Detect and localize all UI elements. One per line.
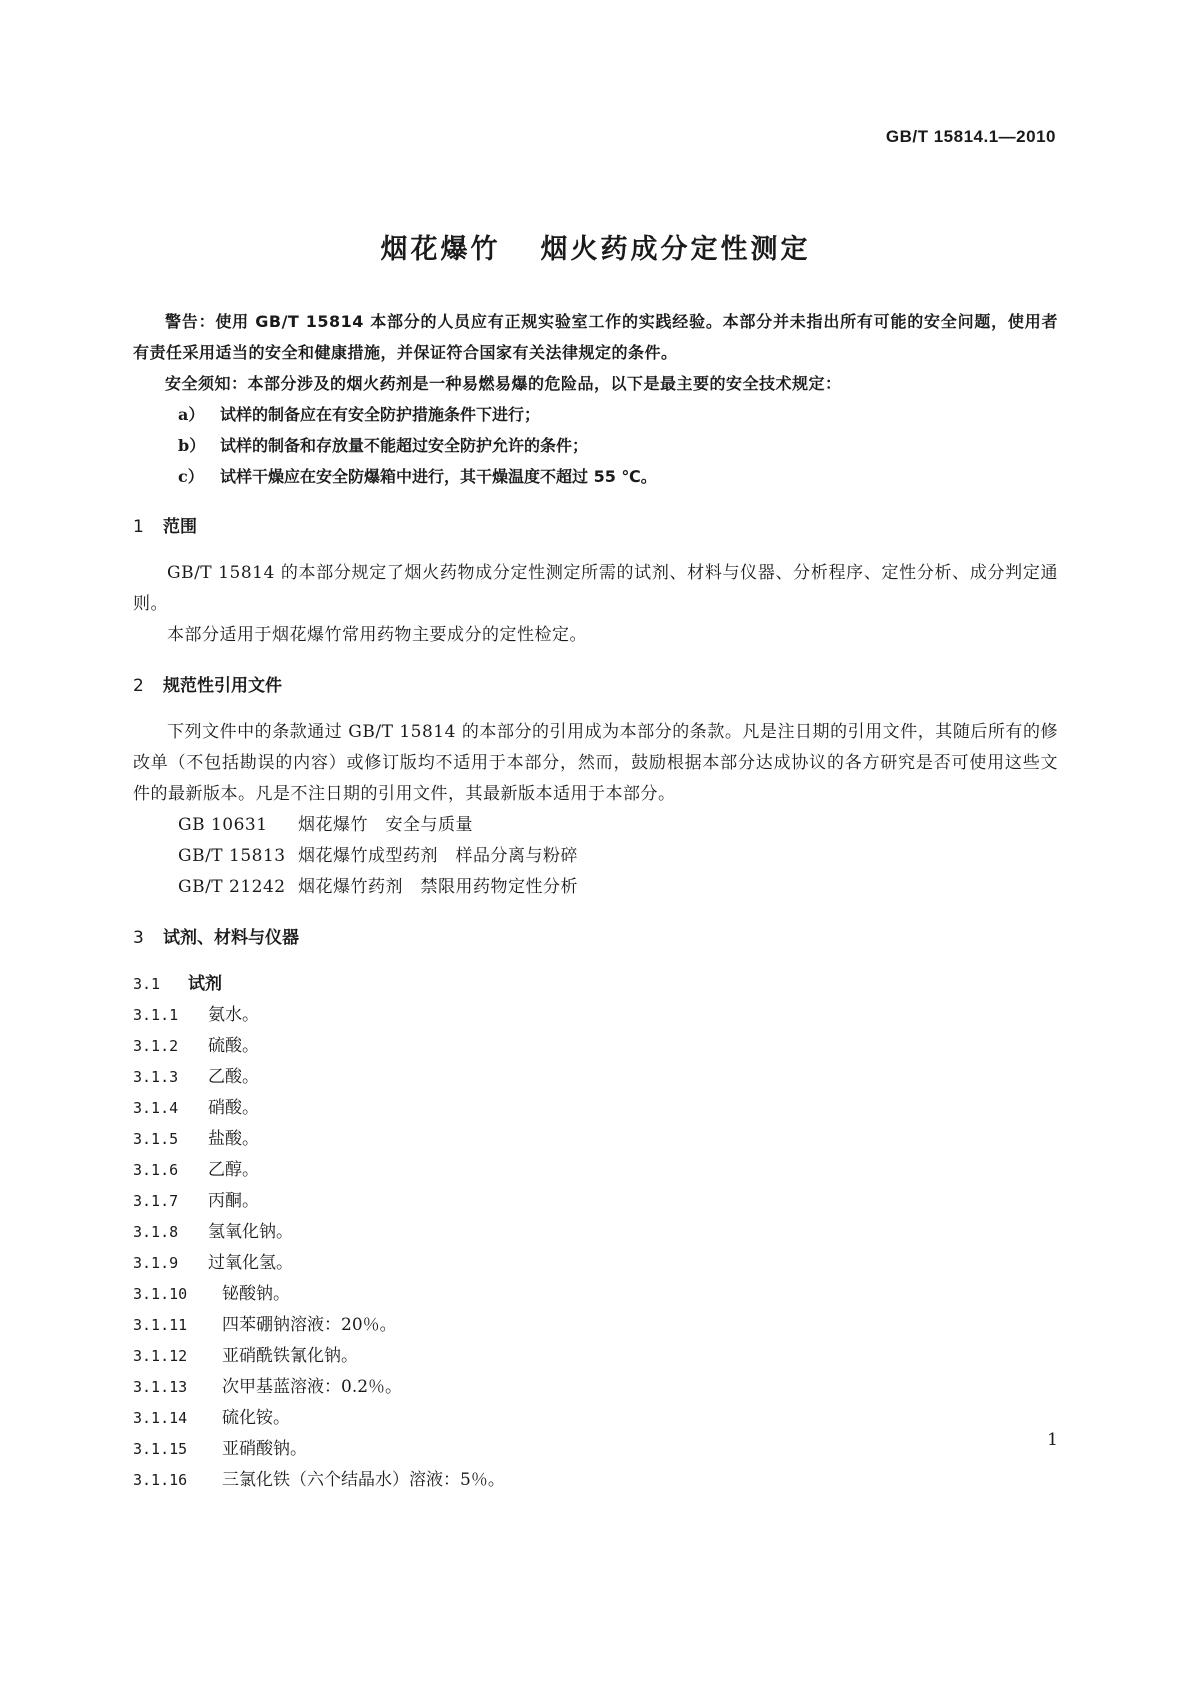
clause-number: 3.1.3 bbox=[133, 1068, 179, 1086]
reference-title: 烟花爆竹药剂 禁限用药物定性分析 bbox=[298, 877, 578, 897]
clause-item bbox=[133, 1403, 1058, 1434]
section-title: 规范性引用文件 bbox=[163, 676, 282, 696]
clause-item bbox=[133, 1000, 1058, 1031]
clause-text: 三氯化铁（六个结晶水）溶液：5％。 bbox=[222, 1470, 505, 1490]
clause-text: 乙酸。 bbox=[208, 1067, 259, 1087]
clause-number: 3.1.12 bbox=[133, 1347, 188, 1365]
clause-number: 3.1.1 bbox=[133, 1006, 179, 1024]
safety-item-mark: b） bbox=[178, 436, 206, 455]
section-number: 1 bbox=[133, 517, 144, 537]
clause-item bbox=[133, 1434, 1058, 1465]
safety-item bbox=[133, 461, 1058, 492]
clause-text: 亚硝酸钠。 bbox=[222, 1439, 307, 1459]
clause-item bbox=[133, 1248, 1058, 1279]
clause-number: 3.1.9 bbox=[133, 1254, 179, 1272]
safety-item bbox=[133, 399, 1058, 430]
document-body bbox=[133, 306, 1058, 1496]
clause-number: 3.1.6 bbox=[133, 1161, 179, 1179]
safety-item-text: 试样的制备和存放量不能超过安全防护允许的条件； bbox=[220, 436, 589, 455]
clause-item bbox=[133, 1341, 1058, 1372]
reference-item bbox=[133, 841, 1058, 872]
safety-item-mark: a） bbox=[178, 405, 205, 424]
clause-text: 硝酸。 bbox=[208, 1098, 259, 1118]
clause-number: 3.1.11 bbox=[133, 1316, 188, 1334]
warning-paragraph: 警告：使用 GB/T 15814 本部分的人员应有正规实验室工作的实践经验。本部分并未指出所有可能的安全问题，使用者有责任采用适当的安全和健康措施，并保证符合国家有关法律规定的条件。 bbox=[133, 312, 1058, 362]
clause-text: 硫酸。 bbox=[208, 1036, 259, 1056]
clause-text: 亚硝酰铁氰化钠。 bbox=[222, 1346, 358, 1366]
clause-number: 3.1.15 bbox=[133, 1440, 188, 1458]
clause-number: 3.1.8 bbox=[133, 1223, 179, 1241]
reference-code: GB/T 21242 bbox=[178, 877, 286, 897]
clause-item bbox=[133, 1062, 1058, 1093]
title-part-2: 烟火药成分定性测定 bbox=[540, 234, 811, 265]
reference-code: GB 10631 bbox=[178, 815, 268, 835]
references-paragraph: 下列文件中的条款通过 GB/T 15814 的本部分的引用成为本部分的条款。凡是注日期的引用文件，其随后所有的修改单（不包括勘误的内容）或修订版均不适用于本部分，然而，鼓励根据本部分达成协议的各方研究是否可使用这些文件的最新版本。凡是不注日期的引用文件，其最新版本适用于本部分。 bbox=[133, 722, 1058, 804]
section-number: 2 bbox=[133, 676, 144, 696]
clause-text: 硫化铵。 bbox=[222, 1408, 290, 1428]
subsection-number: 3.1 bbox=[133, 975, 161, 993]
section-title: 试剂、材料与仪器 bbox=[163, 928, 299, 948]
clause-number: 3.1.7 bbox=[133, 1192, 179, 1210]
reference-title: 烟花爆竹成型药剂 样品分离与粉碎 bbox=[298, 846, 578, 866]
clause-number: 3.1.13 bbox=[133, 1378, 188, 1396]
clause-text: 乙醇。 bbox=[208, 1160, 259, 1180]
safety-item-text: 试样的制备应在有安全防护措施条件下进行； bbox=[220, 405, 541, 424]
reference-title: 烟花爆竹 安全与质量 bbox=[298, 815, 473, 835]
clause-text: 铋酸钠。 bbox=[222, 1284, 290, 1304]
section-title: 范围 bbox=[163, 517, 197, 537]
title-part-1: 烟花爆竹 bbox=[380, 234, 501, 265]
clause-number: 3.1.5 bbox=[133, 1130, 179, 1148]
section-heading-reagents bbox=[133, 923, 1058, 954]
section-heading-normative-references bbox=[133, 671, 1058, 702]
clause-item bbox=[133, 1372, 1058, 1403]
subsection-heading bbox=[133, 969, 1058, 1000]
section-number: 3 bbox=[133, 928, 144, 948]
clause-item bbox=[133, 1093, 1058, 1124]
clause-number: 3.1.14 bbox=[133, 1409, 188, 1427]
clause-text: 四苯硼钠溶液：20％。 bbox=[222, 1315, 397, 1335]
clause-item bbox=[133, 1217, 1058, 1248]
clause-number: 3.1.4 bbox=[133, 1099, 179, 1117]
reference-item bbox=[133, 872, 1058, 903]
safety-intro: 安全须知：本部分涉及的烟火药剂是一种易燃易爆的危险品，以下是最主要的安全技术规定： bbox=[165, 374, 842, 393]
reference-item bbox=[133, 810, 1058, 841]
clause-item bbox=[133, 1155, 1058, 1186]
clause-number: 3.1.16 bbox=[133, 1471, 188, 1489]
subsection-title: 试剂 bbox=[188, 974, 222, 994]
safety-item bbox=[133, 430, 1058, 461]
safety-item-text: 试样干燥应在安全防爆箱中进行，其干燥温度不超过 55 ℃。 bbox=[220, 467, 657, 486]
document-title bbox=[0, 227, 1191, 266]
clause-item bbox=[133, 1186, 1058, 1217]
clause-item bbox=[133, 1279, 1058, 1310]
section-heading-scope bbox=[133, 512, 1058, 543]
clause-item bbox=[133, 1310, 1058, 1341]
clause-text: 氨水。 bbox=[208, 1005, 259, 1025]
clause-text: 次甲基蓝溶液：0.2％。 bbox=[222, 1377, 403, 1397]
clause-number: 3.1.2 bbox=[133, 1037, 179, 1055]
clause-item bbox=[133, 1465, 1058, 1496]
scope-applicability: 本部分适用于烟花爆竹常用药物主要成分的定性检定。 bbox=[167, 625, 587, 645]
page-number: 1 bbox=[1047, 1430, 1058, 1450]
clause-item bbox=[133, 1031, 1058, 1062]
clause-text: 氢氧化钠。 bbox=[208, 1222, 293, 1242]
standard-code: GB/T 15814.1—2010 bbox=[885, 127, 1056, 146]
clause-text: 过氧化氢。 bbox=[208, 1253, 293, 1273]
clause-item bbox=[133, 1124, 1058, 1155]
clause-text: 丙酮。 bbox=[208, 1191, 259, 1211]
safety-item-mark: c） bbox=[178, 467, 204, 486]
scope-paragraph: GB/T 15814 的本部分规定了烟火药物成分定性测定所需的试剂、材料与仪器、分析程序、定性分析、成分判定通则。 bbox=[133, 563, 1058, 614]
clause-text: 盐酸。 bbox=[208, 1129, 259, 1149]
reference-code: GB/T 15813 bbox=[178, 846, 286, 866]
clause-number: 3.1.10 bbox=[133, 1285, 188, 1303]
